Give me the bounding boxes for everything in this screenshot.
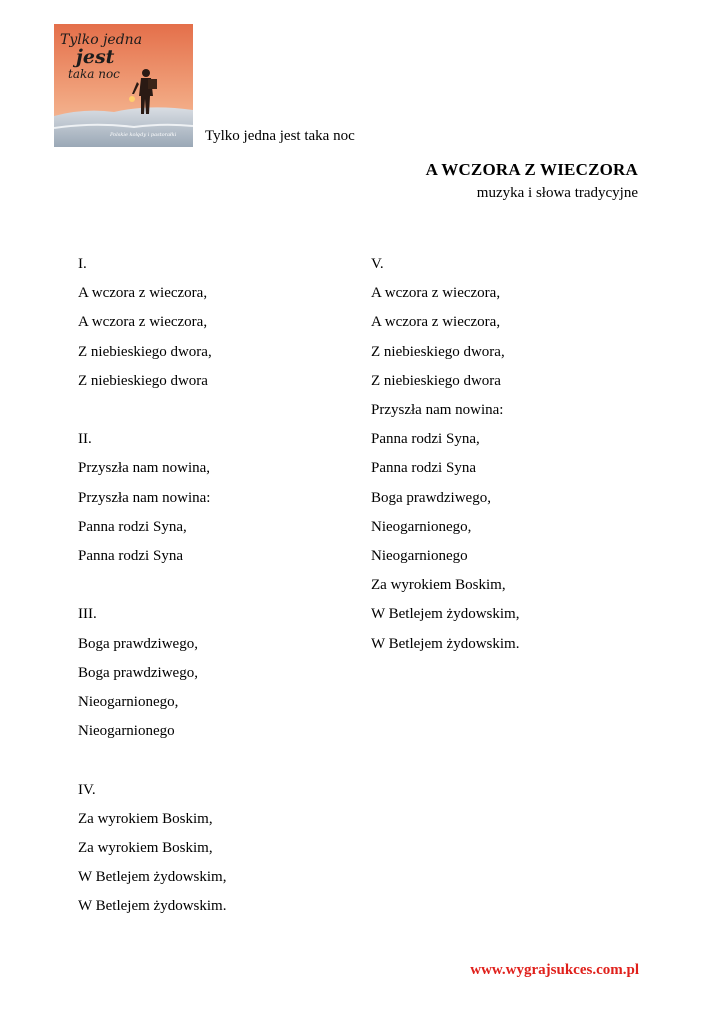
lyric-line: Panna rodzi Syna — [78, 548, 183, 565]
stanza-number: II. — [78, 431, 92, 448]
lyric-line: Z niebieskiego dwora — [371, 372, 501, 389]
stanza-number: III. — [78, 606, 97, 623]
lyric-line: Z niebieskiego dwora — [78, 372, 208, 389]
lyric-line: Panna rodzi Syna — [371, 460, 476, 477]
lyric-line: Boga prawdziwego, — [371, 489, 491, 506]
lyric-line: Nieogarnionego, — [371, 518, 472, 535]
lyric-line: Przyszła nam nowina, — [78, 460, 211, 477]
lyric-line: A wczora z wieczora, — [78, 285, 208, 302]
lyric-line: Nieogarnionego — [78, 723, 175, 740]
website-link[interactable]: www.wygrajsukces.com.pl — [470, 962, 639, 978]
lyric-line: W Betlejem żydowskim, — [78, 869, 227, 886]
cover-title-line2: jest — [76, 46, 115, 68]
stanza — [78, 250, 226, 396]
lyrics-right-column — [371, 250, 519, 659]
lyric-line: W Betlejem żydowskim, — [371, 606, 520, 623]
album-caption: Tylko jedna jest taka noc — [205, 128, 355, 144]
lyric-line: A wczora z wieczora, — [371, 314, 501, 331]
song-credits: muzyka i słowa tradycyjne — [476, 185, 638, 201]
lyric-line: Nieogarnionego, — [78, 694, 179, 711]
lyric-line: A wczora z wieczora, — [78, 314, 208, 331]
cover-subtitle: Polskie kolędy i pastorałki — [110, 132, 177, 138]
lyric-line: A wczora z wieczora, — [371, 285, 501, 302]
stanza-number: I. — [78, 256, 87, 272]
album-cover-image — [54, 24, 193, 147]
lyric-line: Za wyrokiem Boskim, — [371, 577, 506, 594]
lyric-line: Boga prawdziwego, — [78, 664, 198, 681]
lyric-line: W Betlejem żydowskim. — [78, 898, 227, 915]
stanza — [371, 250, 519, 659]
cover-title-line3: taka noc — [68, 67, 120, 81]
stanza — [78, 425, 226, 571]
lyric-line: Boga prawdziwego, — [78, 635, 198, 652]
lyric-line: Nieogarnionego — [371, 548, 468, 565]
stanza-number: IV. — [78, 781, 96, 798]
stanza-number: V. — [371, 256, 384, 272]
stanza — [78, 600, 226, 746]
lyric-line: Panna rodzi Syna, — [78, 518, 187, 535]
lyrics-left-column — [78, 250, 226, 922]
lyric-line: Za wyrokiem Boskim, — [78, 810, 213, 827]
lyric-line: Przyszła nam nowina: — [78, 489, 211, 506]
stanza — [78, 776, 226, 922]
lyric-line: Przyszła nam nowina: — [371, 402, 504, 419]
lyric-line: Z niebieskiego dwora, — [78, 343, 212, 360]
lyric-line: W Betlejem żydowskim. — [371, 635, 520, 652]
lyric-line: Za wyrokiem Boskim, — [78, 840, 213, 857]
cover-title-line1: Tylko jedna — [60, 32, 143, 48]
song-title: A WCZORA Z WIECZORA — [425, 160, 638, 179]
lyric-line: Z niebieskiego dwora, — [371, 343, 505, 360]
lyric-line: Panna rodzi Syna, — [371, 431, 480, 448]
